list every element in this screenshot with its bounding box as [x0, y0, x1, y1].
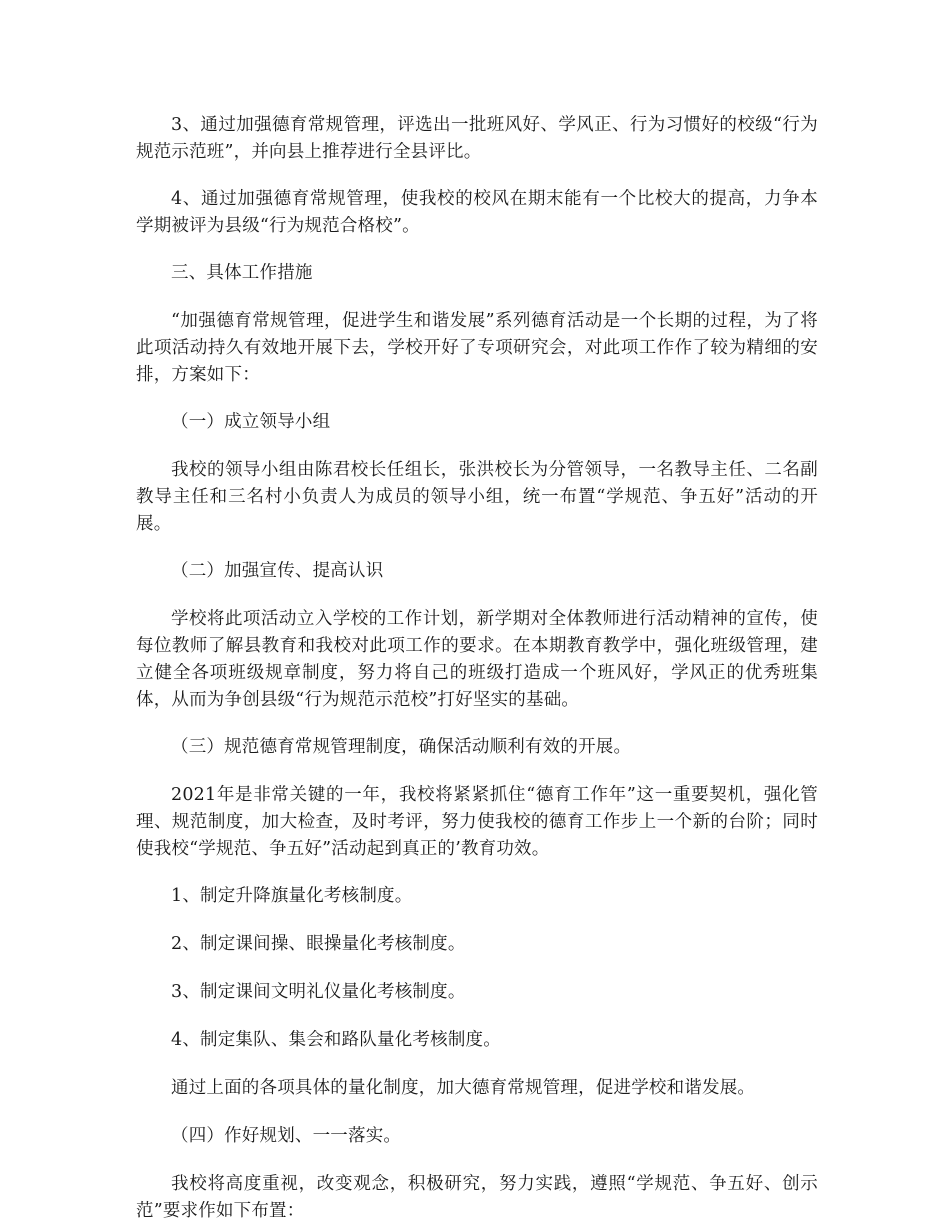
- subheading-leadership-group: （一）成立领导小组: [171, 412, 331, 432]
- paragraph-summary: 通过上面的各项具体的量化制度，加大德育常规管理，促进学校和谐发展。: [171, 1078, 756, 1098]
- subheading-management-system: （三）规范德育常规管理制度，确保活动顺利有效的开展。: [171, 737, 632, 757]
- paragraph-goal-4: 4、通过加强德育常规管理，使我校的校风在期末能有一个比校大的提高，力争本学期被评为县级“行为规范合格校”。: [136, 189, 818, 236]
- paragraph-measures-intro: “加强德育常规管理，促进学生和谐发展”系列德育活动是一个长期的过程，为了将此项活动持久有效地开展下去，学校开好了专项研究会，对此项工作作了较为精细的安排，方案如下：: [136, 311, 818, 385]
- paragraph-planning: 我校将高度重视，改变观念，积极研究，努力实践，遵照“学规范、争五好、创示范”要求作如下布置：: [136, 1174, 818, 1221]
- paragraph-goal-3: 3、通过加强德育常规管理，评选出一批班风好、学风正、行为习惯好的校级“行为规范示范班”，并向县上推荐进行全县评比。: [136, 115, 818, 162]
- list-item-etiquette: 3、制定课间文明礼仪量化考核制度。: [171, 982, 466, 1002]
- paragraph-management-system: 2021年是非常关键的一年，我校将紧紧抓住“德育工作年”这一重要契机，强化管理、规范制度，加大检查，及时考评，努力使我校的德育工作步上一个新的台阶；同时使我校“学规范、争五好”活动起到真正的’教育功效。: [136, 785, 818, 859]
- subheading-planning: （四）作好规划、一一落实。: [171, 1126, 402, 1146]
- section-heading-measures: 三、具体工作措施: [171, 263, 313, 283]
- paragraph-leadership-group: 我校的领导小组由陈君校长任组长，张洪校长为分管领导，一名教导主任、二名副教导主任和三名村小负责人为成员的领导小组，统一布置“学规范、争五好”活动的开展。: [136, 460, 818, 534]
- list-item-flag-ceremony: 1、制定升降旗量化考核制度。: [171, 886, 413, 906]
- list-item-exercises: 2、制定课间操、眼操量化考核制度。: [171, 934, 466, 954]
- subheading-publicity: （二）加强宣传、提高认识: [171, 561, 384, 581]
- paragraph-publicity: 学校将此项活动立入学校的工作计划，新学期对全体教师进行活动精神的宣传，使每位教师了解县教育和我校对此项工作的要求。在本期教育教学中，强化班级管理，建立健全各项班级规章制度，努力将自己的班级打造成一个班风好，学风正的优秀班集体，从而为争创县级“行为规范示范校”打好坚实的基础。: [136, 609, 818, 710]
- list-item-assembly: 4、制定集队、集会和路队量化考核制度。: [171, 1030, 501, 1050]
